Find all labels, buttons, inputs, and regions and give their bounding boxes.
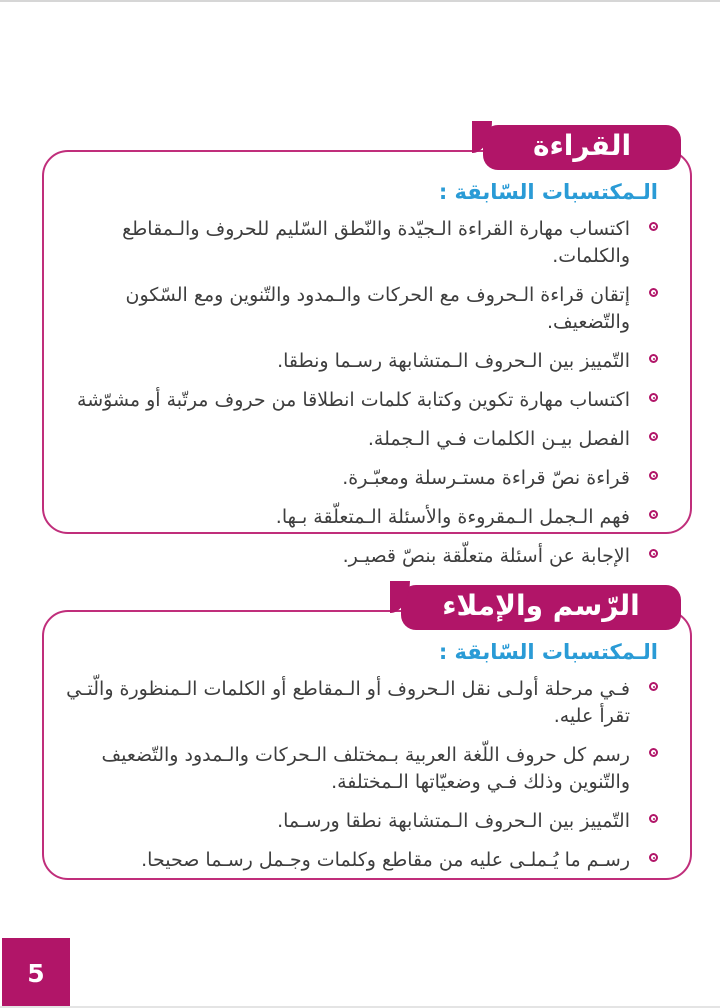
writing-skill-list bbox=[44, 676, 690, 874]
bullet-icon bbox=[649, 853, 658, 862]
bullet-icon bbox=[649, 354, 658, 363]
section-writing-dictation-tab bbox=[401, 585, 681, 630]
section-reading-title: القراءة bbox=[532, 129, 632, 162]
bullet-icon bbox=[649, 471, 658, 480]
list-item bbox=[60, 847, 658, 874]
prior-learning-heading: الـمكتسبات السّابقة : bbox=[438, 180, 658, 204]
list-item-text: إتقان قراءة الـحروف مع الحركات والـمدود والتّنوين ومع السّكون والتّضعيف. bbox=[125, 284, 630, 333]
list-item bbox=[60, 465, 658, 492]
list-item-text: الفصل بيـن الكلمات فـي الـجملة. bbox=[367, 428, 630, 450]
list-item-text: فـي مرحلة أولـى نقل الـحروف أو الـمقاطع أو الكلمات الـمنظورة والّتـي تقرأ عليه. bbox=[66, 678, 630, 727]
list-item-text: قراءة نصّ قراءة مستـرسلة ومعبّـرة. bbox=[342, 467, 630, 489]
list-item-text: اكتساب مهارة القراءة الـجيّدة والنّطق السّليم للحروف والـمقاطع والكلمات. bbox=[122, 218, 630, 267]
page-number-badge: 5 bbox=[2, 938, 70, 1008]
list-item bbox=[60, 543, 658, 570]
list-item bbox=[60, 216, 658, 270]
list-item-text: التّمييز بين الـحروف الـمتشابهة نطقا ورسـما. bbox=[277, 810, 630, 832]
bullet-icon bbox=[649, 549, 658, 558]
section-reading-tab bbox=[483, 125, 681, 170]
list-item-text: التّمييز بين الـحروف الـمتشابهة رسـما ونطقا. bbox=[277, 350, 630, 372]
list-item-text: اكتساب مهارة تكوين وكتابة كلمات انطلاقا من حروف مرتّبة أو مشوّشة bbox=[77, 389, 630, 411]
bullet-icon bbox=[649, 682, 658, 691]
section-writing-dictation bbox=[42, 589, 692, 880]
list-item bbox=[60, 676, 658, 730]
bullet-icon bbox=[649, 222, 658, 231]
section-reading bbox=[42, 129, 692, 567]
list-item-text: رسـم ما يُـملـى عليه من مقاطع وكلمات وجـمل رسـما صحيحا. bbox=[141, 849, 630, 871]
bullet-icon bbox=[649, 814, 658, 823]
list-item bbox=[60, 504, 658, 531]
list-item-text: رسم كل حروف اللّغة العربية بـمختلف الـحركات والـمدود والتّضعيف والتّنوين وذلك فـي وضعيّاتها الـمختلفة. bbox=[101, 744, 630, 793]
bullet-icon bbox=[649, 748, 658, 757]
bullet-icon bbox=[649, 432, 658, 441]
list-item bbox=[60, 808, 658, 835]
reading-skill-list bbox=[44, 216, 690, 570]
bullet-icon bbox=[649, 510, 658, 519]
list-item bbox=[60, 348, 658, 375]
list-item bbox=[60, 426, 658, 453]
section-writing-dictation-title: الرّسم والإملاء bbox=[442, 589, 640, 622]
list-item bbox=[60, 282, 658, 336]
list-item-text: فهم الـجمل الـمقروءة والأسئلة الـمتعلّقة بـها. bbox=[275, 506, 630, 528]
bullet-icon bbox=[649, 393, 658, 402]
bullet-icon bbox=[649, 288, 658, 297]
list-item-text: الإجابة عن أسئلة متعلّقة بنصّ قصيـر. bbox=[342, 545, 630, 567]
prior-learning-heading: الـمكتسبات السّابقة : bbox=[438, 640, 658, 664]
list-item bbox=[60, 387, 658, 414]
list-item bbox=[60, 742, 658, 796]
